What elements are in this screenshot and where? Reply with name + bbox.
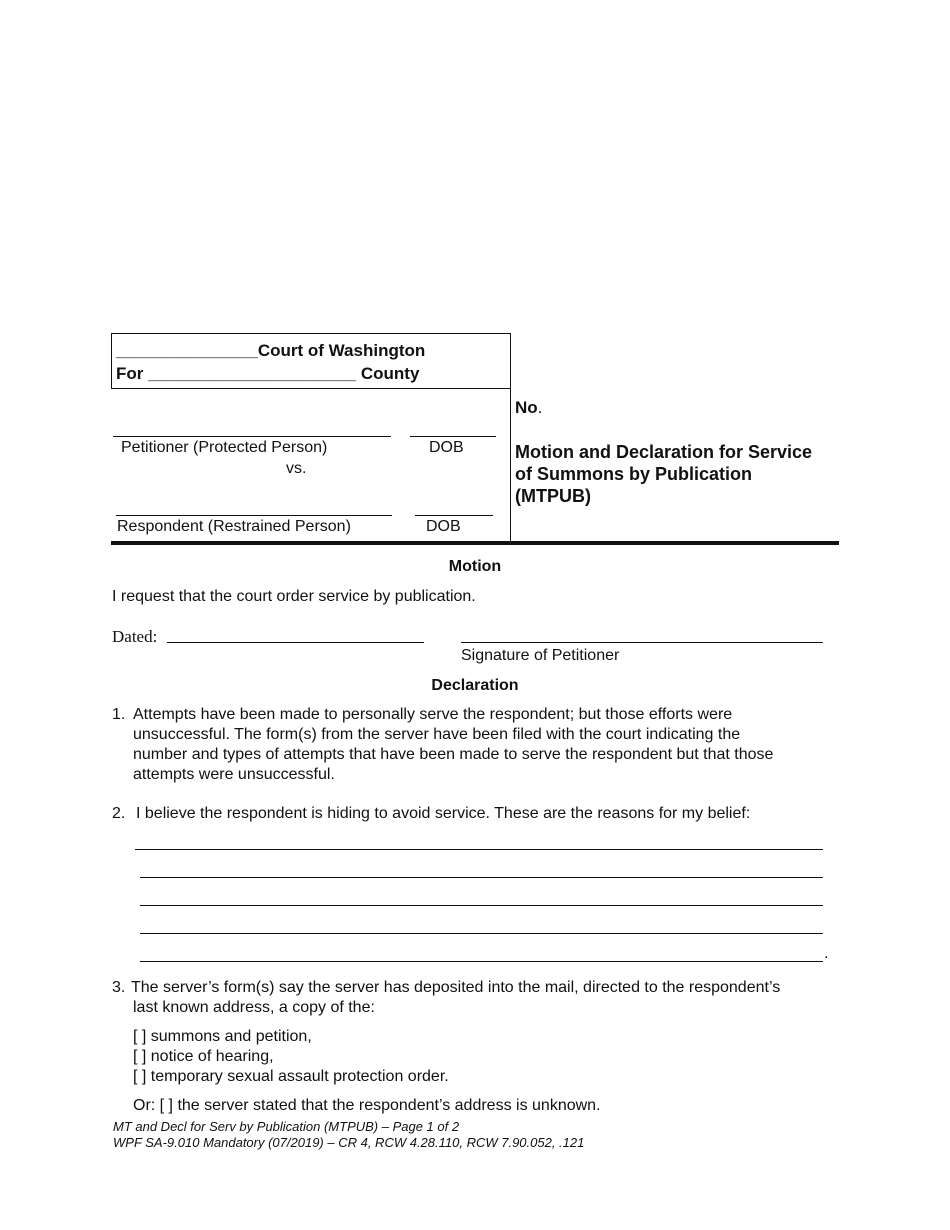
reason-line-4[interactable]: [140, 933, 823, 934]
footer-line2: WPF SA-9.010 Mandatory (07/2019) – CR 4, RCW 4.28.110, RCW 7.90.052, .121: [113, 1135, 585, 1150]
respondent-dob-line[interactable]: [415, 515, 493, 516]
respondent-dob-label: DOB: [426, 518, 461, 535]
county-label: County: [360, 364, 420, 383]
item2-text: I believe the respondent is hiding to avoid service. These are the reasons for my belief:: [136, 805, 751, 822]
motion-heading: Motion: [448, 558, 502, 575]
item3-line1: The server’s form(s) say the server has deposited into the mail, directed to the respondent’s: [131, 979, 781, 996]
petitioner-name-line[interactable]: [113, 436, 391, 437]
case-number[interactable]: [515, 398, 542, 418]
form-title-line3: (MTPUB): [515, 486, 591, 506]
item1-line3: number and types of attempts that have been made to serve the respondent but that those: [133, 746, 774, 763]
declaration-heading: Declaration: [431, 677, 519, 694]
case-number-period: .: [537, 398, 543, 417]
county-name-blank[interactable]: ______________________: [148, 364, 357, 383]
form-title-line1: Motion and Declaration for Service: [515, 442, 813, 462]
county-line: [116, 364, 419, 384]
case-number-label: No: [515, 398, 538, 417]
county-for-label: For: [116, 364, 144, 383]
court-name-blank[interactable]: _______________: [116, 341, 258, 360]
item1-line4: attempts were unsuccessful.: [133, 766, 335, 783]
checkbox-temporary-order[interactable]: [ ] temporary sexual assault protection order.: [133, 1068, 449, 1085]
petitioner-label: Petitioner (Protected Person): [121, 439, 328, 456]
respondent-label: Respondent (Restrained Person): [117, 518, 351, 535]
dated-label: Dated:: [112, 627, 158, 646]
item1-line1: Attempts have been made to personally serve the respondent; but those efforts were: [133, 706, 733, 723]
petitioner-signature-line[interactable]: [461, 642, 823, 643]
checkbox-summons-petition[interactable]: [ ] summons and petition,: [133, 1028, 312, 1045]
court-label: Court of Washington: [257, 341, 426, 360]
petitioner-dob-label: DOB: [429, 439, 464, 456]
reason-line-1[interactable]: [135, 849, 823, 850]
versus-label: vs.: [286, 460, 307, 477]
reason-end-period: .: [824, 945, 829, 962]
court-line: [116, 341, 425, 361]
item2-number: 2.: [112, 805, 126, 822]
checkbox-notice-of-hearing[interactable]: [ ] notice of hearing,: [133, 1048, 274, 1065]
respondent-name-line[interactable]: [116, 515, 392, 516]
item3-line2: last known address, a copy of the:: [133, 999, 375, 1016]
item3-number: 3.: [112, 979, 126, 996]
caption-bottom-rule: [111, 541, 839, 545]
motion-request: I request that the court order service by publication.: [112, 588, 476, 605]
dated-field-line[interactable]: [167, 642, 424, 643]
item1-number: 1.: [112, 706, 126, 723]
reason-line-5[interactable]: [140, 961, 823, 962]
signature-label: Signature of Petitioner: [461, 647, 620, 664]
caption-divider: [510, 389, 511, 542]
footer-line1: MT and Decl for Serv by Publication (MTPUB) – Page 1 of 2: [113, 1119, 460, 1134]
checkbox-address-unknown[interactable]: Or: [ ] the server stated that the respondent’s address is unknown.: [133, 1097, 601, 1114]
petitioner-dob-line[interactable]: [410, 436, 496, 437]
reason-line-2[interactable]: [140, 877, 823, 878]
form-title-line2: of Summons by Publication: [515, 464, 753, 484]
item1-line2: unsuccessful. The form(s) from the server have been filed with the court indicating the: [133, 726, 741, 743]
reason-line-3[interactable]: [140, 905, 823, 906]
